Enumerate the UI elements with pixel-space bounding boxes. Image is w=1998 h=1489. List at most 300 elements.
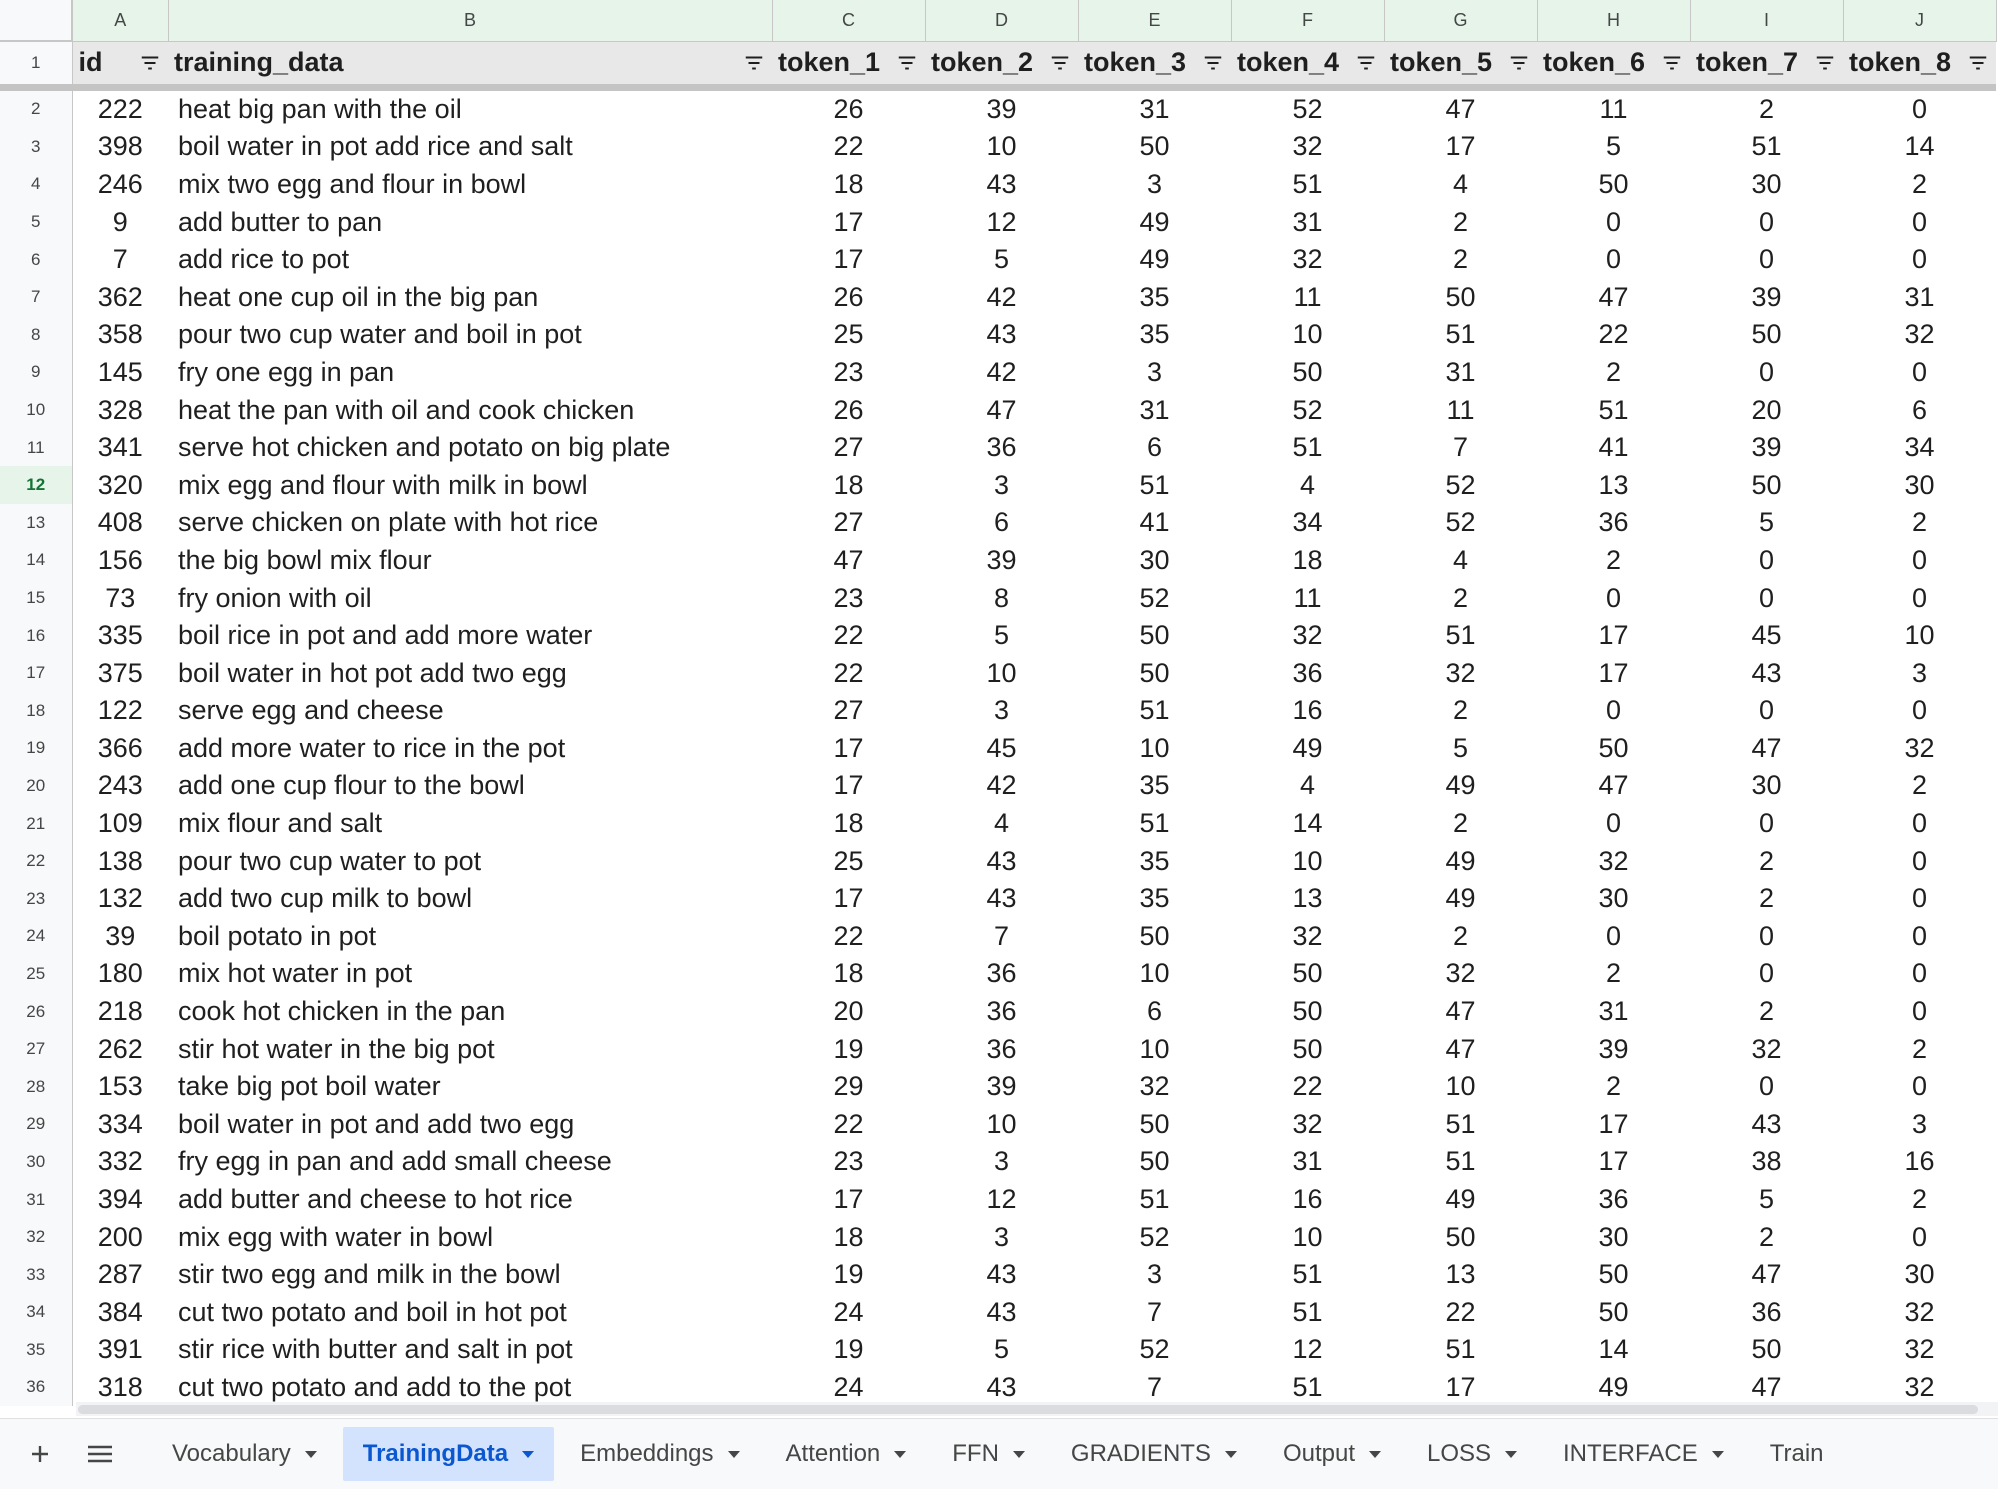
token-cell[interactable]: 30 [1904,1259,1935,1290]
filter-icon[interactable] [1660,51,1684,75]
horizontal-scrollbar[interactable] [76,1402,1998,1416]
id-cell[interactable]: 394 [97,1184,143,1215]
training-data-cell[interactable]: pour two cup water and boil in pot [178,319,582,350]
row-number[interactable]: 24 [0,918,72,956]
token-cell[interactable]: 32 [1292,131,1323,162]
token-cell[interactable]: 17 [833,1184,864,1215]
row-number[interactable]: 11 [0,429,72,467]
token-cell[interactable]: 0 [1911,93,1928,124]
token-cell[interactable]: 5 [993,1334,1010,1365]
token-cell[interactable]: 45 [986,732,1017,763]
token-cell[interactable]: 13 [1445,1259,1476,1290]
token-cell[interactable]: 49 [1139,206,1170,237]
token-cell[interactable]: 42 [986,281,1017,312]
token-cell[interactable]: 10 [1139,958,1170,989]
training-data-cell[interactable]: heat one cup oil in the big pan [178,281,539,312]
filter-icon[interactable] [1507,51,1531,75]
token-cell[interactable]: 18 [833,808,864,839]
token-cell[interactable]: 50 [1139,1146,1170,1177]
caret-down-icon[interactable] [1369,1451,1381,1458]
row-number[interactable]: 5 [0,203,72,241]
token-cell[interactable]: 41 [1139,507,1170,538]
id-cell[interactable]: 335 [97,620,143,651]
token-cell[interactable]: 2 [1758,845,1775,876]
token-cell[interactable]: 17 [1598,1108,1629,1139]
token-cell[interactable]: 17 [833,244,864,275]
row-number[interactable]: 35 [0,1331,72,1369]
token-cell[interactable]: 52 [1445,507,1476,538]
token-cell[interactable]: 30 [1598,1221,1629,1252]
token-cell[interactable]: 50 [1292,996,1323,1027]
token-cell[interactable]: 42 [986,770,1017,801]
token-cell[interactable]: 22 [833,920,864,951]
training-data-cell[interactable]: heat big pan with the oil [178,93,462,124]
training-data-cell[interactable]: stir two egg and milk in the bowl [178,1259,561,1290]
token-cell[interactable]: 51 [1292,1371,1323,1402]
token-cell[interactable]: 24 [833,1296,864,1327]
token-cell[interactable]: 32 [1292,1108,1323,1139]
token-cell[interactable]: 12 [986,206,1017,237]
token-cell[interactable]: 7 [993,920,1010,951]
training-data-cell[interactable]: take big pot boil water [178,1071,441,1102]
token-cell[interactable]: 35 [1139,281,1170,312]
token-cell[interactable]: 10 [1139,1033,1170,1064]
token-cell[interactable]: 51 [1751,131,1782,162]
token-cell[interactable]: 32 [1904,1371,1935,1402]
row-number[interactable]: 3 [0,128,72,166]
training-data-cell[interactable]: stir hot water in the big pot [178,1033,495,1064]
token-cell[interactable]: 39 [1598,1033,1629,1064]
row-number[interactable]: 14 [0,542,72,580]
token-cell[interactable]: 26 [833,93,864,124]
token-cell[interactable]: 26 [833,281,864,312]
training-data-cell[interactable]: fry onion with oil [178,582,372,613]
token-cell[interactable]: 10 [1292,1221,1323,1252]
row-number[interactable]: 10 [0,391,72,429]
token-cell[interactable]: 51 [1292,168,1323,199]
token-cell[interactable]: 22 [833,620,864,651]
training-data-cell[interactable]: serve hot chicken and potato on big plate [178,432,671,463]
training-data-cell[interactable]: mix egg with water in bowl [178,1221,494,1252]
training-data-cell[interactable]: cut two potato and add to the pot [178,1371,572,1402]
token-cell[interactable]: 0 [1758,544,1775,575]
token-cell[interactable]: 50 [1139,1108,1170,1139]
token-cell[interactable]: 6 [993,507,1010,538]
token-cell[interactable]: 35 [1139,883,1170,914]
row-number[interactable]: 19 [0,730,72,768]
column-letter-h[interactable]: H [1537,0,1690,41]
token-cell[interactable]: 2 [1605,958,1622,989]
id-cell[interactable]: 375 [97,657,143,688]
id-cell[interactable]: 408 [97,507,143,538]
token-cell[interactable]: 49 [1139,244,1170,275]
token-cell[interactable]: 50 [1292,356,1323,387]
token-cell[interactable]: 36 [986,432,1017,463]
token-cell[interactable]: 49 [1598,1371,1629,1402]
token-cell[interactable]: 14 [1292,808,1323,839]
training-data-cell[interactable]: the big bowl mix flour [178,544,432,575]
sheet-tab-embeddings[interactable] [560,1427,759,1481]
token-cell[interactable]: 30 [1598,883,1629,914]
token-cell[interactable]: 49 [1445,883,1476,914]
token-cell[interactable]: 51 [1292,1259,1323,1290]
token-cell[interactable]: 31 [1139,93,1170,124]
token-cell[interactable]: 0 [1758,244,1775,275]
token-cell[interactable]: 50 [1598,168,1629,199]
id-cell[interactable]: 341 [97,432,143,463]
token-cell[interactable]: 52 [1445,469,1476,500]
id-cell[interactable]: 287 [97,1259,143,1290]
token-cell[interactable]: 0 [1911,582,1928,613]
caret-down-icon[interactable] [1712,1451,1724,1458]
filter-icon[interactable] [1813,51,1837,75]
token-cell[interactable]: 2 [1452,695,1469,726]
token-cell[interactable]: 17 [833,732,864,763]
token-cell[interactable]: 2 [1452,582,1469,613]
token-cell[interactable]: 12 [1292,1334,1323,1365]
token-cell[interactable]: 0 [1758,808,1775,839]
token-cell[interactable]: 18 [833,469,864,500]
token-cell[interactable]: 45 [1751,620,1782,651]
token-cell[interactable]: 5 [1452,732,1469,763]
token-cell[interactable]: 51 [1445,319,1476,350]
token-cell[interactable]: 30 [1751,168,1782,199]
token-cell[interactable]: 39 [986,93,1017,124]
token-cell[interactable]: 36 [1751,1296,1782,1327]
token-cell[interactable]: 16 [1292,695,1323,726]
row-number[interactable]: 17 [0,654,72,692]
token-cell[interactable]: 39 [1751,432,1782,463]
token-cell[interactable]: 50 [1292,1033,1323,1064]
row-number[interactable]: 9 [0,354,72,392]
token-cell[interactable]: 0 [1911,1071,1928,1102]
token-cell[interactable]: 0 [1605,244,1622,275]
token-cell[interactable]: 50 [1139,620,1170,651]
row-number[interactable]: 8 [0,316,72,354]
caret-down-icon[interactable] [522,1451,534,1458]
token-cell[interactable]: 11 [1599,93,1628,124]
row-number[interactable]: 7 [0,278,72,316]
token-cell[interactable]: 5 [993,620,1010,651]
token-cell[interactable]: 51 [1139,1184,1170,1215]
token-cell[interactable]: 50 [1139,920,1170,951]
id-cell[interactable]: 318 [97,1371,143,1402]
token-cell[interactable]: 2 [1911,1184,1928,1215]
training-data-cell[interactable]: pour two cup water to pot [178,845,482,876]
row-number[interactable]: 20 [0,767,72,805]
caret-down-icon[interactable] [894,1451,906,1458]
training-data-cell[interactable]: fry egg in pan and add small cheese [178,1146,612,1177]
token-cell[interactable]: 4 [1299,469,1316,500]
token-cell[interactable]: 3 [1146,168,1163,199]
token-cell[interactable]: 49 [1445,1184,1476,1215]
token-cell[interactable]: 20 [833,996,864,1027]
token-cell[interactable]: 22 [833,657,864,688]
token-cell[interactable]: 26 [833,394,864,425]
all-sheets-button[interactable] [70,1429,130,1479]
row-number[interactable]: 28 [0,1068,72,1106]
token-cell[interactable]: 18 [833,168,864,199]
token-cell[interactable]: 17 [833,883,864,914]
token-cell[interactable]: 47 [1751,1259,1782,1290]
token-cell[interactable]: 32 [1292,620,1323,651]
sheet-tab-trainingdata[interactable] [343,1427,554,1481]
token-cell[interactable]: 17 [1598,1146,1629,1177]
token-cell[interactable]: 50 [1598,1296,1629,1327]
token-cell[interactable]: 16 [1292,1184,1323,1215]
token-cell[interactable]: 27 [833,695,864,726]
column-letter-g[interactable]: G [1384,0,1537,41]
token-cell[interactable]: 10 [986,131,1017,162]
caret-down-icon[interactable] [728,1451,740,1458]
token-cell[interactable]: 17 [1598,620,1629,651]
token-cell[interactable]: 42 [986,356,1017,387]
filter-icon[interactable] [1048,51,1072,75]
token-cell[interactable]: 16 [1904,1146,1935,1177]
token-cell[interactable]: 0 [1758,356,1775,387]
training-data-cell[interactable]: mix egg and flour with milk in bowl [178,469,588,500]
token-cell[interactable]: 4 [1452,168,1469,199]
training-data-cell[interactable]: mix flour and salt [178,808,383,839]
id-cell[interactable]: 398 [97,131,143,162]
token-cell[interactable]: 2 [1911,507,1928,538]
token-cell[interactable]: 7 [1146,1296,1163,1327]
token-cell[interactable]: 11 [1293,281,1322,312]
token-cell[interactable]: 51 [1139,695,1170,726]
training-data-cell[interactable]: boil rice in pot and add more water [178,620,593,651]
column-letter-f[interactable]: F [1231,0,1384,41]
caret-down-icon[interactable] [1013,1451,1025,1458]
token-cell[interactable]: 25 [833,319,864,350]
token-cell[interactable]: 36 [1598,1184,1629,1215]
token-cell[interactable]: 2 [1911,168,1928,199]
token-cell[interactable]: 0 [1758,920,1775,951]
training-data-cell[interactable]: boil potato in pot [178,920,377,951]
token-cell[interactable]: 51 [1445,620,1476,651]
token-cell[interactable]: 18 [833,958,864,989]
token-cell[interactable]: 18 [833,1221,864,1252]
token-cell[interactable]: 7 [1146,1371,1163,1402]
row-number[interactable]: 15 [0,579,72,617]
id-cell[interactable]: 145 [97,356,143,387]
token-cell[interactable]: 2 [1605,544,1622,575]
token-cell[interactable]: 32 [1904,732,1935,763]
header-cell-token-3[interactable] [1078,41,1231,87]
row-number[interactable]: 33 [0,1256,72,1294]
token-cell[interactable]: 49 [1445,770,1476,801]
token-cell[interactable]: 43 [1751,1108,1782,1139]
training-data-cell[interactable]: add rice to pot [178,244,350,275]
token-cell[interactable]: 32 [1292,920,1323,951]
token-cell[interactable]: 27 [833,432,864,463]
token-cell[interactable]: 50 [1751,469,1782,500]
token-cell[interactable]: 2 [1911,1033,1928,1064]
token-cell[interactable]: 17 [1445,1371,1476,1402]
token-cell[interactable]: 47 [1751,732,1782,763]
token-cell[interactable]: 0 [1911,356,1928,387]
token-cell[interactable]: 3 [993,1146,1010,1177]
token-cell[interactable]: 10 [986,657,1017,688]
caret-down-icon[interactable] [1505,1451,1517,1458]
token-cell[interactable]: 31 [1139,394,1170,425]
token-cell[interactable]: 22 [833,131,864,162]
row-number[interactable]: 22 [0,842,72,880]
id-cell[interactable]: 9 [112,206,128,237]
training-data-cell[interactable]: mix hot water in pot [178,958,413,989]
token-cell[interactable]: 36 [986,1033,1017,1064]
token-cell[interactable]: 0 [1758,958,1775,989]
token-cell[interactable]: 39 [986,544,1017,575]
token-cell[interactable]: 0 [1758,582,1775,613]
id-cell[interactable]: 243 [97,770,143,801]
token-cell[interactable]: 39 [986,1071,1017,1102]
training-data-cell[interactable]: add butter and cheese to hot rice [178,1184,573,1215]
token-cell[interactable]: 31 [1598,996,1629,1027]
token-cell[interactable]: 0 [1911,1221,1928,1252]
token-cell[interactable]: 50 [1292,958,1323,989]
token-cell[interactable]: 3 [1146,1259,1163,1290]
token-cell[interactable]: 52 [1139,1334,1170,1365]
training-data-cell[interactable]: add two cup milk to bowl [178,883,473,914]
row-number[interactable]: 4 [0,166,72,204]
token-cell[interactable]: 2 [1605,1071,1622,1102]
token-cell[interactable]: 0 [1605,695,1622,726]
id-cell[interactable]: 200 [97,1221,143,1252]
token-cell[interactable]: 2 [1452,206,1469,237]
id-cell[interactable]: 328 [97,394,143,425]
token-cell[interactable]: 13 [1292,883,1323,914]
column-letter-c[interactable]: C [772,0,925,41]
token-cell[interactable]: 43 [986,1371,1017,1402]
token-cell[interactable]: 17 [1598,657,1629,688]
token-cell[interactable]: 0 [1605,920,1622,951]
token-cell[interactable]: 22 [1598,319,1629,350]
sheet-tab-output[interactable] [1263,1427,1401,1481]
row-number[interactable]: 34 [0,1294,72,1332]
token-cell[interactable]: 51 [1445,1108,1476,1139]
id-cell[interactable]: 7 [112,244,128,275]
token-cell[interactable]: 2 [1605,356,1622,387]
token-cell[interactable]: 18 [1292,544,1323,575]
row-number[interactable]: 23 [0,880,72,918]
id-cell[interactable]: 180 [97,958,143,989]
column-letter-b[interactable]: B [168,0,772,41]
token-cell[interactable]: 43 [986,845,1017,876]
token-cell[interactable]: 47 [1598,281,1629,312]
token-cell[interactable]: 47 [1598,770,1629,801]
token-cell[interactable]: 52 [1292,93,1323,124]
token-cell[interactable]: 11 [1446,394,1475,425]
filter-icon[interactable] [1201,51,1225,75]
header-cell-id[interactable] [72,41,168,87]
token-cell[interactable]: 10 [1292,319,1323,350]
token-cell[interactable]: 47 [1445,1033,1476,1064]
token-cell[interactable]: 0 [1911,695,1928,726]
token-cell[interactable]: 0 [1911,206,1928,237]
token-cell[interactable]: 50 [1139,657,1170,688]
scrollbar-thumb[interactable] [78,1405,1978,1414]
token-cell[interactable]: 38 [1751,1146,1782,1177]
row-number[interactable]: 32 [0,1218,72,1256]
token-cell[interactable]: 31 [1292,206,1323,237]
row-number[interactable]: 12 [0,466,72,504]
token-cell[interactable]: 32 [1598,845,1629,876]
token-cell[interactable]: 32 [1904,319,1935,350]
header-cell-token-7[interactable] [1690,41,1843,87]
row-number[interactable]: 21 [0,805,72,843]
token-cell[interactable]: 51 [1445,1146,1476,1177]
token-cell[interactable]: 22 [833,1108,864,1139]
header-cell-token-1[interactable] [772,41,925,87]
header-cell-token-5[interactable] [1384,41,1537,87]
token-cell[interactable]: 2 [1911,770,1928,801]
id-cell[interactable]: 156 [97,544,143,575]
token-cell[interactable]: 36 [986,958,1017,989]
token-cell[interactable]: 0 [1605,808,1622,839]
token-cell[interactable]: 51 [1139,469,1170,500]
token-cell[interactable]: 2 [1452,244,1469,275]
token-cell[interactable]: 8 [993,582,1010,613]
token-cell[interactable]: 50 [1751,319,1782,350]
token-cell[interactable]: 47 [833,544,864,575]
token-cell[interactable]: 24 [833,1371,864,1402]
token-cell[interactable]: 47 [1445,996,1476,1027]
caret-down-icon[interactable] [1225,1451,1237,1458]
token-cell[interactable]: 50 [1598,732,1629,763]
token-cell[interactable]: 39 [1751,281,1782,312]
token-cell[interactable]: 10 [986,1108,1017,1139]
training-data-cell[interactable]: fry one egg in pan [178,356,395,387]
training-data-cell[interactable]: add butter to pan [178,206,383,237]
token-cell[interactable]: 13 [1598,469,1629,500]
token-cell[interactable]: 2 [1758,996,1775,1027]
sheet-tab-loss[interactable] [1407,1427,1537,1481]
row-number[interactable]: 18 [0,692,72,730]
token-cell[interactable]: 23 [833,356,864,387]
filter-icon[interactable] [895,51,919,75]
training-data-cell[interactable]: cook hot chicken in the pan [178,996,506,1027]
id-cell[interactable]: 320 [97,469,143,500]
token-cell[interactable]: 36 [986,996,1017,1027]
token-cell[interactable]: 43 [1751,657,1782,688]
token-cell[interactable]: 43 [986,1296,1017,1327]
header-cell-token-4[interactable] [1231,41,1384,87]
id-cell[interactable]: 332 [97,1146,143,1177]
id-cell[interactable]: 138 [97,845,143,876]
token-cell[interactable]: 0 [1911,958,1928,989]
header-cell-token-2[interactable] [925,41,1078,87]
token-cell[interactable]: 32 [1445,958,1476,989]
token-cell[interactable]: 17 [1445,131,1476,162]
token-cell[interactable]: 3 [1146,356,1163,387]
sheet-tab-attention[interactable] [766,1427,927,1481]
id-cell[interactable]: 358 [97,319,143,350]
sheet-tab-gradients[interactable] [1051,1427,1257,1481]
token-cell[interactable]: 50 [1751,1334,1782,1365]
token-cell[interactable]: 51 [1292,432,1323,463]
sheet-tab-vocabulary[interactable] [152,1427,337,1481]
column-letter-j[interactable]: J [1843,0,1996,41]
column-letter-i[interactable]: I [1690,0,1843,41]
token-cell[interactable]: 32 [1139,1071,1170,1102]
header-cell-training-data[interactable] [168,41,772,87]
token-cell[interactable]: 51 [1445,1334,1476,1365]
column-letter-a[interactable]: A [72,0,168,41]
row-number[interactable]: 2 [0,87,72,128]
token-cell[interactable]: 47 [1445,93,1476,124]
training-data-cell[interactable]: mix two egg and flour in bowl [178,168,527,199]
row-number[interactable]: 27 [0,1030,72,1068]
